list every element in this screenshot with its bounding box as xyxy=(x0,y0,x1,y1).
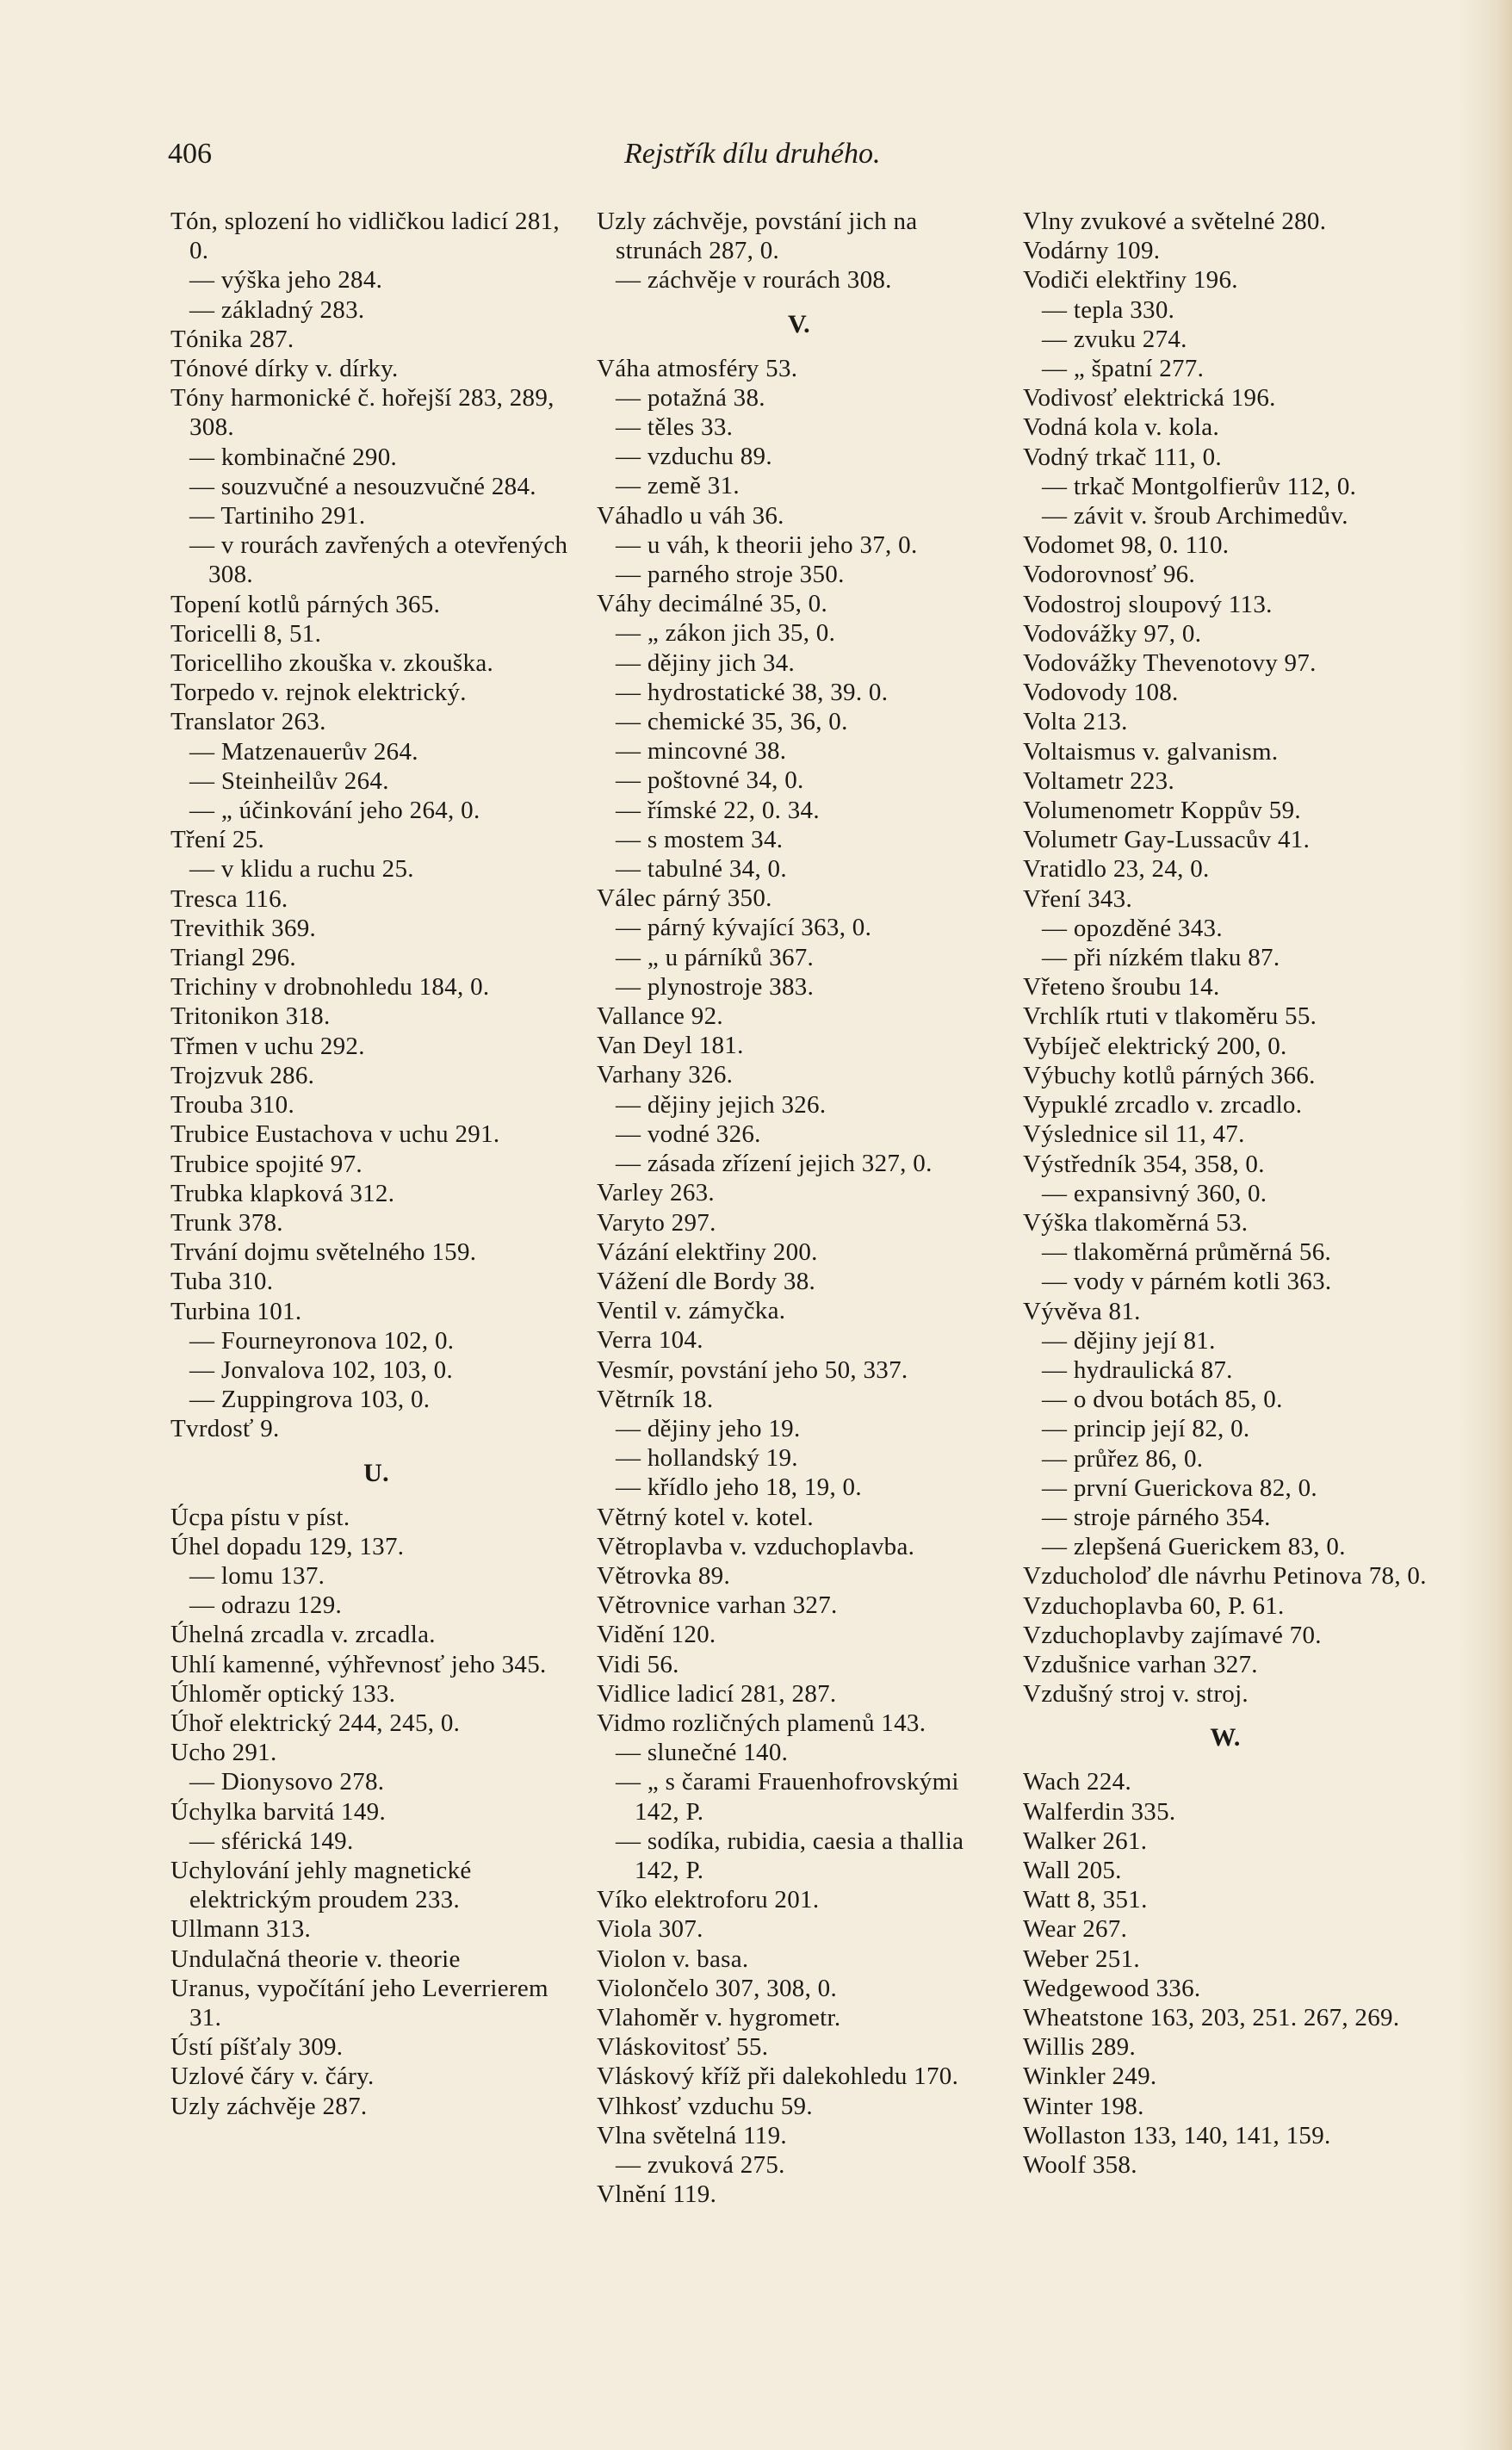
index-subentry: — v klidu a ruchu 25. xyxy=(189,855,414,884)
index-subentry: — při nízkém tlaku 87. xyxy=(1042,944,1280,972)
index-entry: Třmen v uchu 292. xyxy=(170,1032,365,1060)
index-entry: Translator 263. xyxy=(170,708,326,736)
index-entry: Vlnění 119. xyxy=(597,2180,717,2209)
index-subentry: — opozděné 343. xyxy=(1042,914,1223,942)
page-edge xyxy=(1460,0,1512,2450)
index-entry: Vodárny 109. xyxy=(1023,237,1161,265)
index-subentry: — závit v. šroub Archimedův. xyxy=(1042,502,1348,530)
index-entry: Varhany 326. xyxy=(597,1061,734,1089)
index-entry: Vlahoměr v. hygrometr. xyxy=(597,2003,841,2031)
index-column-2 xyxy=(597,207,1001,2209)
index-entry: Willis 289. xyxy=(1023,2033,1137,2062)
running-title: Rejstřík dílu druhého. xyxy=(624,138,881,170)
index-subentry: — trkač Montgolfierův 112, 0. xyxy=(1042,472,1357,500)
index-subentry: — Tartiniho 291. xyxy=(189,502,366,530)
index-entry: Wall 205. xyxy=(1023,1856,1122,1884)
index-subentry: — „ u párníků 367. xyxy=(616,943,815,971)
index-subentry: — sodíka, rubidia, caesia a thallia 142, P. xyxy=(616,1827,964,1884)
index-subentry: — párný kývající 363, 0. xyxy=(616,914,872,942)
index-subentry: — římské 22, 0. 34. xyxy=(616,796,820,824)
index-entry: Vodovážky 97, 0. xyxy=(1023,619,1202,648)
index-entry: Winter 198. xyxy=(1023,2092,1144,2120)
index-entry: Trubice Eustachova v uchu 291. xyxy=(170,1120,500,1149)
index-entry: Váhy decimálné 35, 0. xyxy=(597,590,828,618)
index-entry: Válec párný 350. xyxy=(597,884,772,913)
index-subentry: — výška jeho 284. xyxy=(189,266,383,295)
index-entry: Vallance 92. xyxy=(597,1002,723,1031)
index-subentry: — parného stroje 350. xyxy=(616,561,845,589)
section-letter: W. xyxy=(1210,1723,1241,1752)
index-entry: Vodovody 108. xyxy=(1023,679,1179,707)
index-subentry: — princip její 82, 0. xyxy=(1042,1415,1250,1443)
index-entry: Vrchlík rtuti v tlakoměru 55. xyxy=(1023,1002,1317,1031)
index-entry: Výslednice sil 11, 47. xyxy=(1023,1120,1245,1149)
index-entry: Vlhkosť vzduchu 59. xyxy=(597,2092,813,2120)
index-entry: Vidi 56. xyxy=(597,1650,679,1678)
index-subentry: — „ s čarami Frauenhofrovskými 142, P. xyxy=(616,1768,959,1826)
index-entry: Vážení dle Bordy 38. xyxy=(597,1267,816,1295)
index-entry: Wollaston 133, 140, 141, 159. xyxy=(1023,2121,1331,2149)
index-entry: Vidlice ladicí 281, 287. xyxy=(597,1679,837,1708)
index-entry: Tóny harmonické č. hořejší 283, 289, 308. xyxy=(170,384,555,442)
index-subentry: — hollandský 19. xyxy=(616,1444,798,1473)
index-entry: Winkler 249. xyxy=(1023,2062,1157,2091)
index-entry: Woolf 358. xyxy=(1023,2151,1137,2179)
index-subentry: — zvuková 275. xyxy=(616,2151,785,2179)
index-subentry: — stroje párného 354. xyxy=(1042,1503,1271,1531)
index-subentry: — zlepšená Guerickem 83, 0. xyxy=(1042,1533,1346,1561)
index-subentry: — průřez 86, 0. xyxy=(1042,1444,1204,1473)
index-subentry: — vzduchu 89. xyxy=(616,443,772,471)
index-entry: Wheatstone 163, 203, 251. 267, 269. xyxy=(1023,2003,1400,2031)
index-subentry: — hydrostatické 38, 39. 0. xyxy=(616,678,889,706)
index-entry: Ucho 291. xyxy=(170,1739,277,1767)
index-entry: Tření 25. xyxy=(170,826,265,854)
index-subentry: — Jonvalova 102, 103, 0. xyxy=(189,1355,454,1384)
index-entry: Váha atmosféry 53. xyxy=(597,354,798,382)
index-subentry: — s mostem 34. xyxy=(616,825,784,853)
index-entry: Voltametr 223. xyxy=(1023,766,1175,795)
index-subentry: — poštovné 34, 0. xyxy=(616,766,804,795)
index-entry: Úhloměr optický 133. xyxy=(170,1679,396,1708)
index-column-1 xyxy=(170,207,582,2121)
index-entry: Walker 261. xyxy=(1023,1827,1148,1855)
index-subentry: — sférická 149. xyxy=(189,1827,354,1855)
index-entry: Weber 251. xyxy=(1023,1944,1140,1973)
index-entry: Tuba 310. xyxy=(170,1268,274,1296)
index-entry: Vidění 120. xyxy=(597,1621,716,1649)
index-entry: Voltaismus v. galvanism. xyxy=(1023,737,1279,766)
index-subentry: — tlakoměrná průměrná 56. xyxy=(1042,1238,1332,1267)
index-subentry: — Zuppingrova 103, 0. xyxy=(189,1386,431,1414)
index-subentry: — slunečné 140. xyxy=(616,1739,789,1767)
index-subentry: — tepla 330. xyxy=(1042,295,1175,324)
index-entry: Vybíječ elektrický 200, 0. xyxy=(1023,1032,1287,1060)
index-entry: Trichiny v drobnohledu 184, 0. xyxy=(170,973,490,1002)
index-entry: Tritonikon 318. xyxy=(170,1002,331,1031)
index-entry: Větrný kotel v. kotel. xyxy=(597,1503,814,1531)
index-entry: Vzduchoplavby zajímavé 70. xyxy=(1023,1621,1322,1649)
index-entry: Vázání elektřiny 200. xyxy=(597,1237,818,1266)
index-subentry: — zvuku 274. xyxy=(1042,325,1187,353)
index-entry: Výbuchy kotlů párných 366. xyxy=(1023,1061,1316,1089)
index-entry: Trubka klapková 312. xyxy=(170,1179,395,1207)
index-entry: Výška tlakoměrná 53. xyxy=(1023,1208,1249,1237)
index-subentry: — dějiny jeho 19. xyxy=(616,1414,801,1442)
index-entry: Vlny zvukové a světelné 280. xyxy=(1023,208,1327,235)
index-entry: Trubice spojité 97. xyxy=(170,1150,363,1178)
index-entry: Větrník 18. xyxy=(597,1385,714,1413)
index-entry: Váhadlo u váh 36. xyxy=(597,501,784,530)
index-entry: Vodivosť elektrická 196. xyxy=(1023,384,1276,412)
index-entry: Wach 224. xyxy=(1023,1768,1131,1796)
index-entry: Tvrdosť 9. xyxy=(170,1415,280,1443)
index-subentry: — lomu 137. xyxy=(189,1561,325,1590)
index-entry: Volta 213. xyxy=(1023,708,1128,736)
index-entry: Vratidlo 23, 24, 0. xyxy=(1023,855,1210,884)
index-subentry: — „ špatní 277. xyxy=(1042,355,1205,383)
index-entry: Ústí píšťaly 309. xyxy=(170,2033,344,2062)
index-entry: Vodorovnosť 96. xyxy=(1023,561,1196,589)
index-subentry: — mincovné 38. xyxy=(616,737,787,766)
index-entry: Triangl 296. xyxy=(170,944,296,972)
index-entry: Uzlové čáry v. čáry. xyxy=(170,2062,375,2091)
index-entry: Vidmo rozličných plamenů 143. xyxy=(597,1709,926,1737)
index-entry: Wedgewood 336. xyxy=(1023,1974,1201,2002)
index-entry: Úhelná zrcadla v. zrcadla. xyxy=(170,1621,436,1649)
index-entry: Uchylování jehly magnetické elektrickým proudem 233. xyxy=(170,1856,472,1914)
index-entry: Torpedo v. rejnok elektrický. xyxy=(170,679,467,707)
index-entry: Varley 263. xyxy=(597,1179,715,1207)
index-entry: Vesmír, povstání jeho 50, 337. xyxy=(597,1355,908,1384)
index-entry: Větrovka 89. xyxy=(597,1561,731,1590)
page-header xyxy=(168,138,1416,181)
index-subentry: — potažná 38. xyxy=(616,383,765,412)
index-entry: Topení kotlů párných 365. xyxy=(170,590,441,618)
index-subentry: — dějiny její 81. xyxy=(1042,1326,1216,1355)
index-subentry: — plynostroje 383. xyxy=(616,972,815,1001)
index-subentry: — Fourneyronova 102, 0. xyxy=(189,1326,455,1355)
index-entry: Vodiči elektřiny 196. xyxy=(1023,266,1238,295)
index-entry: Varyto 297. xyxy=(597,1208,716,1237)
index-subentry: — těles 33. xyxy=(616,413,734,442)
index-entry: Uzly záchvěje 287. xyxy=(170,2092,368,2120)
index-entry: Větroplavba v. vzduchoplavba. xyxy=(597,1532,915,1560)
index-entry: Vývěva 81. xyxy=(1023,1297,1141,1325)
index-subentry: — „ zákon jich 35, 0. xyxy=(616,619,836,648)
index-subentry: — křídlo jeho 18, 19, 0. xyxy=(616,1473,862,1502)
index-entry: Větrovnice varhan 327. xyxy=(597,1591,838,1620)
index-entry: Verra 104. xyxy=(597,1326,703,1355)
index-subentry: — u váh, k theorii jeho 37, 0. xyxy=(616,530,918,559)
index-entry: Undulačná theorie v. theorie xyxy=(170,1944,461,1973)
index-entry: Vodostroj sloupový 113. xyxy=(1023,590,1273,618)
index-entry: Toricelliho zkouška v. zkouška. xyxy=(170,649,494,678)
index-subentry: — Dionysovo 278. xyxy=(189,1768,385,1796)
index-entry: Ullmann 313. xyxy=(170,1915,312,1944)
index-subentry: — vodné 326. xyxy=(616,1120,761,1148)
index-entry: Vlna světelná 119. xyxy=(597,2121,787,2149)
index-entry: Úcpa pístu v píst. xyxy=(170,1503,350,1531)
index-subentry: — odrazu 129. xyxy=(189,1591,343,1620)
index-entry: Vláskový kříž při dalekohledu 170. xyxy=(597,2062,959,2091)
index-entry: Vodomet 98, 0. 110. xyxy=(1023,531,1230,560)
index-entry: Trunk 378. xyxy=(170,1208,283,1237)
index-entry: Vodný trkač 111, 0. xyxy=(1023,443,1222,471)
index-entry: Ventil v. zámyčka. xyxy=(597,1297,786,1325)
index-entry: Vypuklé zrcadlo v. zrcadlo. xyxy=(1023,1091,1303,1120)
index-subentry: — Steinheilův 264. xyxy=(189,766,389,795)
index-entry: Výstředník 354, 358, 0. xyxy=(1023,1150,1265,1178)
index-entry: Úhoř elektrický 244, 245, 0. xyxy=(170,1709,461,1737)
index-entry: Tónové dírky v. dírky. xyxy=(170,355,399,383)
index-subentry: — Matzenauerův 264. xyxy=(189,737,418,766)
index-entry: Vodovážky Thevenotovy 97. xyxy=(1023,649,1317,678)
index-subentry: — expansivný 360, 0. xyxy=(1042,1179,1267,1207)
index-subentry: — tabulné 34, 0. xyxy=(616,855,787,884)
index-entry: Trojzvuk 286. xyxy=(170,1061,315,1089)
index-entry: Tónika 287. xyxy=(170,325,294,353)
index-entry: Úchylka barvitá 149. xyxy=(170,1797,387,1826)
index-entry: Van Deyl 181. xyxy=(597,1032,744,1060)
index-entry: Trevithik 369. xyxy=(170,914,317,942)
index-entry: Vzdušnice varhan 327. xyxy=(1023,1650,1258,1678)
index-subentry: — vody v párném kotli 363. xyxy=(1042,1268,1332,1296)
index-entry: Volumenometr Koppův 59. xyxy=(1023,797,1301,825)
page-number: 406 xyxy=(168,138,212,170)
index-subentry: — souzvučné a nesouzvučné 284. xyxy=(189,472,536,500)
index-entry: Violon v. basa. xyxy=(597,1944,749,1973)
index-entry: Vzducholoď dle návrhu Petinova 78, 0. xyxy=(1023,1562,1427,1591)
index-entry: Tón, splození ho vidličkou ladicí 281, 0. xyxy=(170,208,560,265)
index-entry: Violončelo 307, 308, 0. xyxy=(597,1974,838,2002)
index-entry: Vření 343. xyxy=(1023,884,1133,913)
index-entry: Viola 307. xyxy=(597,1915,703,1944)
index-subentry: — základný 283. xyxy=(189,295,365,324)
index-entry: Turbina 101. xyxy=(170,1297,302,1325)
index-column-3 xyxy=(1023,207,1428,2180)
index-subentry: — „ účinkování jeho 264, 0. xyxy=(189,797,480,825)
index-subentry: — dějiny jich 34. xyxy=(616,648,796,677)
index-entry: Walferdin 335. xyxy=(1023,1797,1176,1826)
section-letter: V. xyxy=(788,309,810,338)
index-entry: Úhel dopadu 129, 137. xyxy=(170,1532,405,1560)
index-entry: Toricelli 8, 51. xyxy=(170,619,322,648)
index-entry: Vodná kola v. kola. xyxy=(1023,413,1220,442)
index-entry: Vláskovitosť 55. xyxy=(597,2033,769,2062)
index-entry: Tresca 116. xyxy=(170,884,288,913)
index-entry: Vzduchoplavba 60, P. 61. xyxy=(1023,1591,1285,1620)
index-subentry: — v rourách zavřených a otevřených 308. xyxy=(189,531,568,589)
index-entry: Víko elektroforu 201. xyxy=(597,1886,820,1914)
index-subentry: — první Guerickova 82, 0. xyxy=(1042,1473,1317,1502)
index-entry: Uzly záchvěje, povstání jich na strunách 287, 0. xyxy=(597,208,918,265)
section-letter: U. xyxy=(363,1458,389,1487)
index-entry: Vřeteno šroubu 14. xyxy=(1023,973,1220,1002)
index-entry: Wear 267. xyxy=(1023,1915,1128,1944)
index-subentry: — zásada zřízení jejich 327, 0. xyxy=(616,1150,933,1178)
index-subentry: — kombinačné 290. xyxy=(189,443,398,471)
index-entry: Trvání dojmu světelného 159. xyxy=(170,1238,477,1267)
index-subentry: — dějiny jejich 326. xyxy=(616,1090,827,1119)
index-subentry: — o dvou botách 85, 0. xyxy=(1042,1386,1283,1414)
index-entry: Trouba 310. xyxy=(170,1091,295,1120)
index-entry: Uhlí kamenné, výhřevnosť jeho 345. xyxy=(170,1650,547,1678)
index-entry: Vzdušný stroj v. stroj. xyxy=(1023,1680,1249,1709)
index-subentry: — záchvěje v rourách 308. xyxy=(616,266,892,295)
index-subentry: — chemické 35, 36, 0. xyxy=(616,708,848,736)
index-entry: Uranus, vypočítání jeho Leverrierem 31. xyxy=(170,1974,548,2031)
index-entry: Volumetr Gay-Lussacův 41. xyxy=(1023,826,1311,854)
index-subentry: — hydraulická 87. xyxy=(1042,1355,1233,1384)
index-subentry: — země 31. xyxy=(616,472,740,500)
index-entry: Watt 8, 351. xyxy=(1023,1886,1148,1914)
